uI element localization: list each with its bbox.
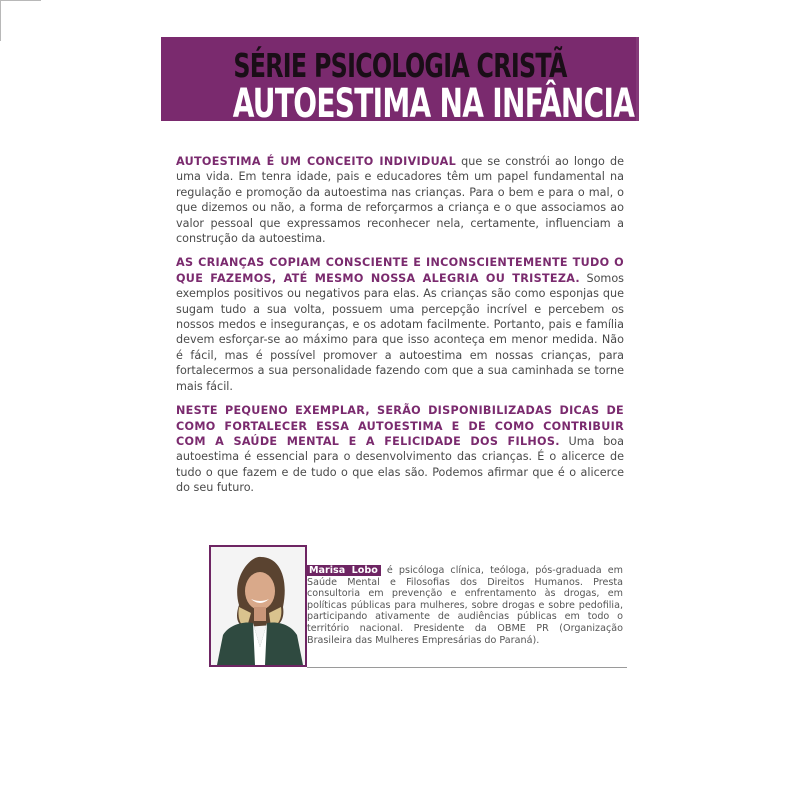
paragraph-body: Somos exemplos positivos ou negativos para elas. As crianças são como esponjas que sugam tudo a sua volta, possuem uma percepção incrível e percebem os nossos medos e inseguranças, e os adotam facilmente. Portanto, pais e família devem esforçar-se ao máximo para que isso aconteça em menor medida. Não é fácil, mas é possível promover a autoestima em nossas crianças, para fortalecermos a sua personalidade fazendo com que a sua caminhada se torne mais fácil. xyxy=(176,271,624,393)
paragraph-1 xyxy=(176,154,624,246)
author-photo xyxy=(209,545,307,667)
paragraph-body: que se constrói ao longo de uma vida. Em tenra idade, pais e educadores têm um papel fundamental na regulação e promoção da autoestima nas crianças. Para o bem e para o mal, o que dizemos ou não, a forma de reforçarmos a criança e o que associamos ao valor pessoal que expressamos reconhecer nela, certamente, influenciam a construção da autoestima. xyxy=(176,155,625,246)
paragraph-lead: AUTOESTIMA É UM CONCEITO INDIVIDUAL xyxy=(176,155,457,168)
crop-mark xyxy=(0,0,41,41)
book-title: AUTOESTIMA NA INFÂNCIA xyxy=(232,81,635,121)
author-bio-text: é psicóloga clínica, teóloga, pós-graduada em Saúde Mental e Filosofias dos Direitos Humanos. Presta consultoria em prevenção e enfrentamento às drogas, em políticas públicas para mulheres, sobre drogas e sobre pedofilia, participando ativamente de audiências públicas em todo o território nacional. Presidente da OBME PR (Organização Brasileira das Mulheres Empresárias do Paraná). xyxy=(307,565,624,646)
author-portrait-icon xyxy=(211,547,305,665)
title-banner xyxy=(161,37,639,121)
paragraph-3 xyxy=(176,403,624,495)
author-name: Marisa Lobo xyxy=(307,565,381,576)
back-cover-text xyxy=(176,154,624,505)
paragraph-lead: NESTE PEQUENO EXEMPLAR, SERÃO DISPONIBILIZADAS DICAS DE COMO FORTALECER ESSA AUTOESTIMA E DE COMO CONTRIBUIR COM A SAÚDE MENTAL E A FELICIDADE DOS FILHOS. xyxy=(176,404,624,448)
author-bio xyxy=(307,565,623,646)
paragraph-body: Uma boa autoestima é essencial para o desenvolvimento das crianças. É o alicerce de tudo o que fazem e de tudo o que elas são. Podemos afirmar que é o alicerce do seu futuro. xyxy=(176,434,624,495)
series-title: SÉRIE PSICOLOGIA CRISTÃ xyxy=(233,46,567,85)
paragraph-2 xyxy=(176,255,624,394)
paragraph-lead: AS CRIANÇAS COPIAM CONSCIENTE E INCONSCIENTEMENTE TUDO O QUE FAZEMOS, ATÉ MESMO NOSSA ALEGRIA OU TRISTEZA. xyxy=(176,256,624,285)
author-section xyxy=(209,545,629,670)
divider xyxy=(307,667,627,668)
